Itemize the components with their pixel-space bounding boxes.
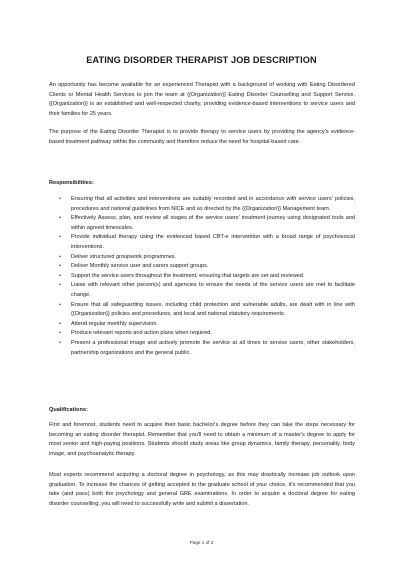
list-item: • Support the service users throughout the treatment, ensuring that targets are set and reviewed. [49, 272, 355, 282]
responsibilities-heading: Responsibilities: [49, 180, 94, 186]
bullet-icon: • [59, 263, 61, 270]
list-item: • Effectively Assess, plan, and review all stages of the service users' treatment journey using designated tools and within agreed timescales. [59, 215, 355, 231]
list-item: • Attend regular monthly supervision. [49, 320, 355, 330]
intro-paragraph-2: The purpose of the Eating Disorder Therapist is to provide therapy to service users by providing the agency's evidence-based treatment pathway within the community and therefore reduce the need for hospital-based care. [49, 129, 355, 145]
bullet-icon: • [59, 330, 61, 337]
document-title: EATING DISORDER THERAPIST JOB DESCRIPTION [86, 55, 317, 65]
bullet-icon: • [59, 272, 61, 279]
list-item: • Liaise with relevant other person(s) and agencies to ensure the needs of the service users are met to facilitate change. [59, 282, 355, 298]
qualifications-heading: Qualifications: [49, 407, 88, 413]
bullet-icon: • [59, 301, 61, 308]
list-item: • Deliver Monthly service user and carers support groups. [49, 262, 355, 272]
bullet-icon: • [59, 234, 61, 241]
qualifications-paragraph-2: Most experts recommend acquiring a doctoral degree in psychology, as this may drastically increase job outlook upon graduation. To increase the chances of getting accepted to the graduate school of your choice, it's recommended that you take (and pass) both the psychology and general GRE examinations. In order to acquire a doctoral degree for eating disorder counselling, you will need to successfully write and submit a dissertation. [49, 472, 355, 507]
list-item: • Present a professional image and actively promote the service at all times to service users, other stakeholders, partnership organizations and the general public. [59, 339, 355, 356]
bullet-icon: • [59, 196, 61, 202]
intro-paragraph-1: An opportunity has become available for an experienced Therapist with a background of working with Eating Disordered Clients or Mental Health Services to join the team at {{Organization}} Eating Disorder Counselling and Support Service. {{Organization}} is an established and well-respected charity, providing evidence-based interventions to service users and their families for 25 years. [49, 82, 355, 117]
bullet-icon: • [59, 253, 61, 260]
page-footer: Page 1 of 2 [189, 540, 214, 545]
qualifications-paragraph-1: First and foremost, students need to acquire their basic bachelor's degree before they can take the steps necessary for becoming an eating disorder therapist. Remember that you'll need to obtain a minimum of a master's degree to apply for most senior and high-paying positions. Students should study areas like group dynamics, family therapy, personality, body image, and psychoanalytic therapy. [49, 422, 355, 457]
bullet-icon: • [59, 215, 61, 222]
bullet-icon: • [59, 282, 61, 289]
list-item: • Provide individual therapy using the evidenced based CBT-e intervention with a broad range of psychosocial interventions. [59, 234, 355, 250]
responsibilities-list [49, 195, 355, 358]
bullet-icon: • [59, 339, 61, 346]
list-item: • Produce relevant reports and action plans when required. [49, 329, 355, 339]
bullet-icon: • [59, 320, 61, 327]
list-item: • Deliver structured groupwork programmes. [49, 253, 355, 263]
list-item: • Ensuring that all activities and interventions are suitably recorded and in accordance with service users' policies, procedures and national guidelines from NICE and as directed by the {{Organization}} Management team. [59, 196, 355, 212]
list-item: • Ensure that all safeguarding issues, including child protection and vulnerable adults, are dealt with in line with {{Organization}} policies and procedures, and local and national statutory requirements. [59, 301, 355, 318]
